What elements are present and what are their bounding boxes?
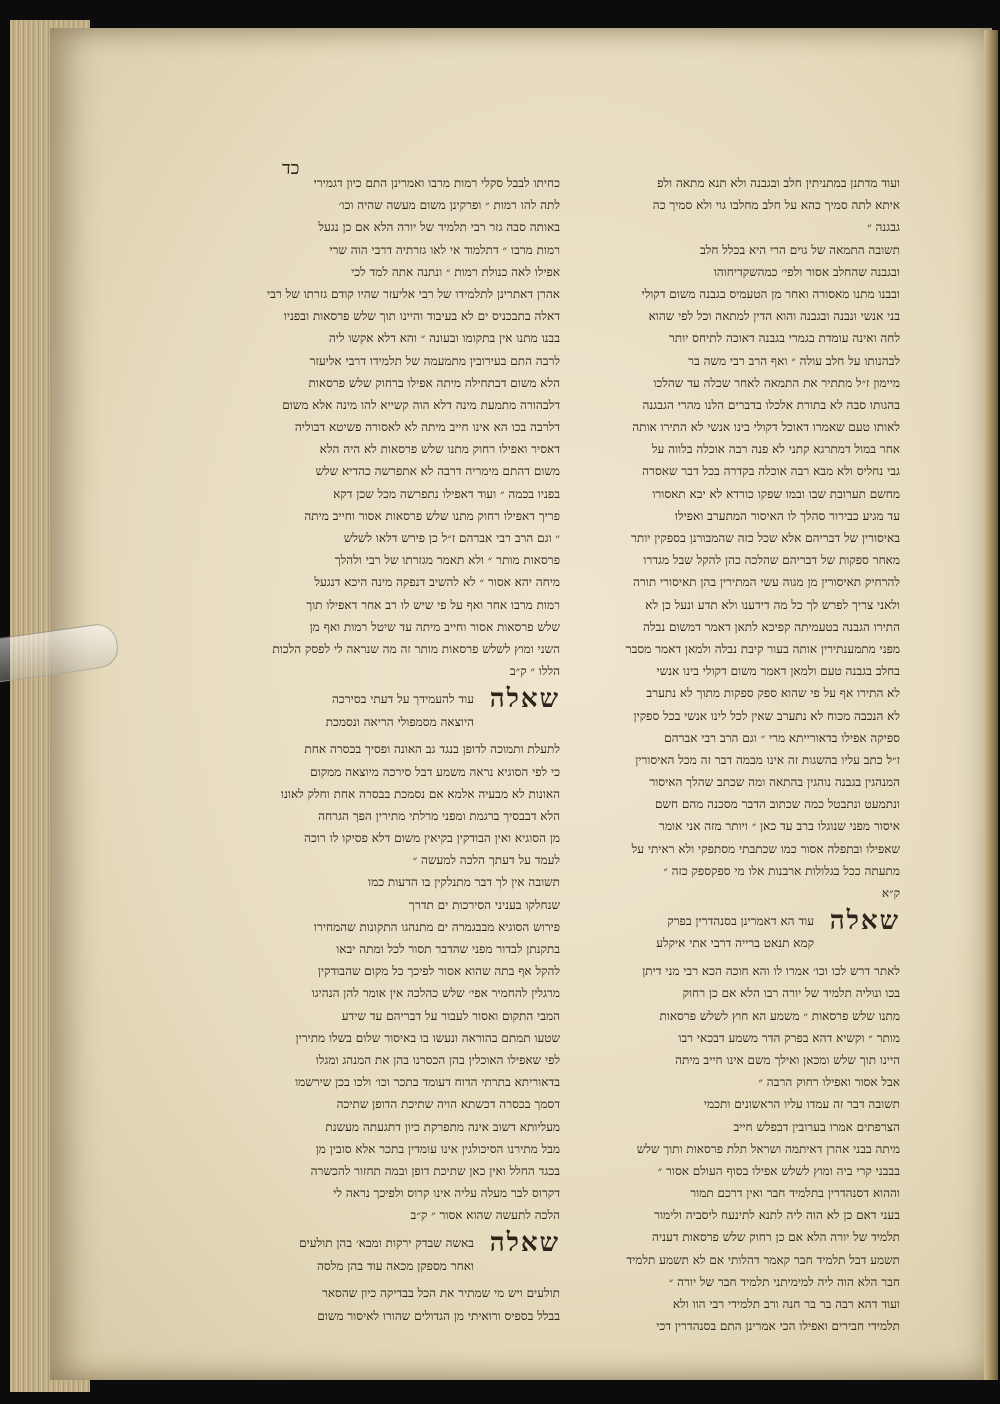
text-line: בבנו מתנו אין בתקומו ובעונה ״ והא דלא אקשו ליה xyxy=(328,331,560,346)
text-line: גבי נחליס ולא מבא רבה אוכלה בקדרה בכל דבר שאסרה xyxy=(642,464,900,479)
text-line: מתעתה ככל בגלולות ארבנות אלו מי ספקספק כזה ״ xyxy=(663,863,900,878)
text-line: אהרן דאתרינן לתלמידו של רבי אליעזר שהיו קודם גזרתו של רבי xyxy=(267,286,560,301)
text-line: באיסורין של דבריהם אלא שכל כזה שהמבורנן בספקין יותר xyxy=(630,531,900,545)
text-line: כחיתו לבבל סקלי רמות מרבו ואמרינן התם כיון דגמירי xyxy=(313,176,560,190)
text-line: בהגותו סבה לא בתורת אלכלו בדברים הלנו מהרי הגבגנה xyxy=(642,397,900,412)
text-line: עד מגיע כבירור סהלך לו האיסור המתערב ואפילו xyxy=(674,508,900,523)
text-line: תלמיד של יורה הלא אם כן רחוק שלש פרסאות דעניה xyxy=(652,1230,900,1245)
text-line: בתקנתן לבדור מפני שהדבר תסור לכל ומתה יבאו xyxy=(336,942,560,956)
text-line: ז״ל כתב עליו בהשגות זה אינו מבמה דבר זה מכל האיסורין xyxy=(635,752,900,767)
left-question-heading-row xyxy=(255,684,560,732)
text-line: מיתה בבני אהרן דאיתמה ושראל תלת פרסאות ותוך שלש xyxy=(636,1141,900,1156)
text-line: דקרוס לבר מעלה עליה אינו קרוס ולפיכך נראה לי xyxy=(333,1186,560,1201)
text-line: ועוד מדתנן במתניתין חלב ובגבנה ולא תנא מתאה ולפ xyxy=(657,176,900,190)
text-line: וההוא דסנהדרין בתלמיד חבר ואין דרכם תמור xyxy=(690,1186,900,1201)
text-line: תשובה דבר זה עמדו עליו הראשונים ותכמי xyxy=(703,1097,900,1112)
text-line: שאפילו ובתפלה אסור כמו שכתבתי מסתפקי ולא ראיתי על xyxy=(631,841,900,856)
text-line: דסמך בכסרה דכשתא הויה שתיכת הדופן שתיכה xyxy=(336,1097,560,1112)
text-line: רמות מרבו אחר ואף על פי שיש לו רב אחר דאפילו תוך xyxy=(306,597,560,612)
text-line: חבר הלא הוה ליה למימיתני תלמיד חבר של יורה ״ xyxy=(668,1274,900,1289)
text-line: איתא לתה סמיך כהא על חלב מחלבו גוי ולא סמיך כה xyxy=(652,198,900,213)
text-line: מותר ״ וקשיא דהא בפרק הדר משמע דבכאי רבו xyxy=(678,1030,900,1045)
text-line: פריך דאפילו רחוק מתנו שלש פרסאות אסור וחייב מיתה xyxy=(304,508,560,523)
text-line: רמות מרבו ״ דתלמוד אי לאו גזרתיה דרבי הוה שרי xyxy=(329,242,560,257)
text-line: לאותו טעם שאמרו דאוכל דקולי בינו אנשי לא התירו אותה xyxy=(632,420,900,435)
text-line: לחה ואינה עומדת בגמרי בגבנה דאוכה לתיחס יותר xyxy=(668,331,900,346)
text-line: לעמד על דעתך הלכה למעשה ״ xyxy=(412,853,560,868)
text-line: באותה סבה גזר רבי תלמיד של יורה הלא אם כן נגעל xyxy=(318,220,560,235)
text-line: פירוש הסוגיא מבבגמרה ים מתנהגו התקונות שהמחירו xyxy=(313,919,560,934)
text-line: בעני דאם כן לא הוה ליה לתנא לתינעח ליסביה ולימור xyxy=(654,1208,900,1223)
heading-line: ואחר מספקן מכאה עוד בהן מלסה xyxy=(317,1258,474,1273)
text-line: מחשם תערובת שבו ובמו שפקו כורדא לא יבא תאסורו xyxy=(652,486,900,501)
text-line: הלכה לתעשה שהוא אסור ״ ק״ב xyxy=(410,1208,560,1223)
text-line: היינו תוך שלש ומכאן ואילך משם אינו חייב מיתה xyxy=(675,1052,900,1067)
text-line: האונות לא מבעיה אלמא אם נסמכת בבסרה אחת וחלק לאונו xyxy=(280,786,560,801)
left-column-lower-block xyxy=(255,916,560,1227)
text-line: תולעים ויש מי שמתיר את הכל בבדיקה כיון שהסאר xyxy=(321,1286,560,1301)
folio-number: כד xyxy=(282,158,300,179)
text-line: אחר במול דמתרגא קתני לא פנה רבה אוכלה בלווה על xyxy=(651,442,900,457)
text-line: להרחיק תאיסורין מן מגוה עשי המתירין בהן תאיסורי תורה xyxy=(632,575,900,590)
text-line: מתנו שלש פרסאות ״ משמע הא חוץ לשלש פרסאות xyxy=(659,1008,900,1023)
text-line: ספיקה אפילו בדאורייתא מרי ״ וגם הרב רבי אברהם xyxy=(664,730,900,745)
text-line: מבל מתירנו הסיכולגין אינו עומדין בתכר אלא סובין מן xyxy=(315,1141,560,1156)
text-line: ובבנו מתנו מאסורה ואחר מן הטעמיס בגבנה משום דקולי xyxy=(641,286,900,301)
text-line: ״ וגם הרב רבי אברהם ז״ל כן פירש דלאו לשלש xyxy=(343,531,560,545)
text-line: השני ומוץ לשלש פרסאות מותר זה מה שנראה לי לפסק הלכות xyxy=(272,641,560,656)
heading-line: עוד הא דאמרינן בסנהדרין בפרק xyxy=(667,914,814,929)
text-line: אבל אסור ואפילו רחוק הרבה ״ xyxy=(758,1075,900,1090)
text-line: דאלה בתבכניס ים לא בעיבוד והיינו תוך שלש פרסאות ובפניו xyxy=(283,309,560,324)
left-column-end-block xyxy=(255,1282,560,1326)
right-column-bottom-block xyxy=(600,960,900,1337)
text-line: ק״א xyxy=(881,886,900,900)
text-line: לבהנותו על חלב עולה ״ ואף הרב רבי משה בר xyxy=(688,353,900,368)
text-line: ולאני צריך לפרש לך כל מה דידענו ולא תדע ונעל כן לא xyxy=(645,597,900,612)
text-line: גבגנה ״ xyxy=(867,220,900,235)
text-line: שלש פרסאות אסור וחייב מיתה עד שיטל רמות ואף מן xyxy=(309,619,560,634)
text-line: משום דהתם מימריה דרבה לא אתפרשה כהדיא שלש xyxy=(315,464,560,479)
text-line: דלבהורה מתמעת מינה דלא הוה קשייא להו מינה אלא משום xyxy=(282,397,560,412)
text-line: בדאוריתא בתרתי הדוח דעומד בתכר וכו׳ ולכו בכן שירשמו xyxy=(295,1075,560,1090)
text-line: מרגלין להחמיר אפי׳ שלש כהלכה אין אומר להן הנהיגו xyxy=(311,986,560,1001)
right-question-heading-row xyxy=(600,906,900,954)
text-line: מן הסוגיא ואין הבודקין בקיאין משום דלא פסיקו לו רוכה xyxy=(304,831,560,846)
text-line: מיימון ז״ל מתתיר את התמאה לאחר שכלה עד שהלכו xyxy=(653,375,900,390)
text-line: לתעלת ותמוכה לדופן בנגד גב האונה ופסיך בכסרה אחת xyxy=(304,742,560,757)
left-column-middle-block xyxy=(255,738,560,916)
text-line: תשובה אין לך דבר מתנלקין בו הדעות כמו xyxy=(368,875,560,890)
text-line: בכגד החלל ואין כאן שתיכת דופן ובמה תחזור להכשרה xyxy=(310,1163,560,1178)
text-line: בפניו בכמה ״ ועוד דאפילו נתפרשה מכל שכן דקא xyxy=(333,486,560,501)
question-heading: שאלה xyxy=(489,1228,560,1259)
question-heading: שאלה xyxy=(489,684,560,715)
text-line: שנחלקו בעניני הסירכות ים תדרך xyxy=(408,897,560,912)
text-line: הלא דבבסיך ברגמת ומפני מרלתי מתירין הפך הגרחה xyxy=(318,808,560,823)
text-line: מיחה יהא אסור ״ לא להשיב דנפקה מינה היכא דנגעל xyxy=(314,575,560,590)
text-line: לרבה התם בעירובין מתמעמה של תלמידו דרבי אליעזר xyxy=(309,353,560,368)
heading-line: קמא תנאט ברייה דרבי אתי איקלע xyxy=(656,936,814,951)
text-line: דלרבה בכו הא אינו חייב מיתה לא לאסורה פשיטא דבוליה xyxy=(294,420,560,435)
text-line: ונתמעט ונתבטל כמה שכתוב הדבר מסכנה מהם חשם xyxy=(654,797,900,812)
text-line: כי לפי הסוגיא נראה משמע דבל סירכה מיוצאה ממקום xyxy=(310,764,560,779)
text-line: הלא משום דבתחילה מיתה אפילו ברחוק שלש פרסאות xyxy=(308,375,560,390)
text-line: בכו ונוליה תלמיד של יורה רבו הלא אם כן רחוק xyxy=(682,986,900,1001)
text-line: דאסיר ואפילו רחוק מתנו שלש פרסאות לא היה הלא xyxy=(319,442,560,457)
text-line: לפי שאפילו האוכלין בהן הכסרנו בהן את המנהג ומגלו xyxy=(315,1052,560,1067)
text-line: הללו ״ ק״ב xyxy=(509,664,560,679)
text-line: מעליותא דשוב אינה מתפרקת כיון דתגעתה מעשנת xyxy=(325,1119,560,1134)
text-line: בחלב בגבנה טעם ולמאן דאמר משום דקולי בינו אנשי xyxy=(656,664,900,679)
text-line: המנהגין בגבנה נוהגין בהתאה ומה שכתב שהלך האיסור xyxy=(649,775,900,790)
text-line: בני אנשי ונבנה ובגבנה והוא הדין למתאה וכל לפי שהוא xyxy=(648,309,900,324)
right-text-column xyxy=(600,172,900,1337)
heading-line: עוד להעמידך על דעתי בסירכה xyxy=(332,692,474,707)
text-line: לא הנכבה מכוח לא נתערב שאין לכל לינו אנשי בכל ספקין xyxy=(633,708,900,723)
text-line: הצרפתים אמרו בערובין דבפלש חייב xyxy=(733,1119,900,1134)
text-line: בבבני קרי ביה ומוץ לשלש אפילו בסוף העולם אסור ״ xyxy=(657,1163,900,1178)
text-line: המבי התקום ואסור לעבור על דבריהם עד שידע xyxy=(341,1008,560,1023)
text-line: אפילו לאה כנולת רמות ״ ונתנה אתה למד לכי xyxy=(351,264,560,279)
text-line: להקל אף בתה שהוא אסור לפיכך כל מקום שהבודקין xyxy=(317,964,560,979)
text-line: תשובה התמאה של גוים הרי היא בכלל חלב xyxy=(699,242,900,257)
text-line: מאחר ספקות של דבריהם שהלכה כהן להקל שבל מגדרו xyxy=(643,553,900,568)
heading-line: באשה שבדק ירקות ומבא׳ בהן תולעים xyxy=(299,1236,474,1251)
book-right-edge xyxy=(984,30,998,1380)
text-line: לתה להו רמות ״ ופרקינן משום מעשה שהיה וכו׳ xyxy=(338,198,560,213)
text-line: תשמע דבל תלמיד חבר קאמר דהלותי אם לא תשמע תלמיד xyxy=(626,1252,900,1267)
text-line: התירו הגבנה בטעמיתה קפיכא לתאן דאמר דמשום נבלה xyxy=(642,619,900,634)
text-line: לא התירו אף על פי שהוא ספק ספקות מתוך לא נתערב xyxy=(646,686,900,701)
text-line: איסור מפני שנוגלו ברב עד כאן ״ ויותר מזה אני אומר xyxy=(659,819,900,834)
right-column-top-block xyxy=(600,172,900,904)
text-line: לאתר דרש לכו וכו׳ אמרו לו והא חוכה הכא רבי מני דיתן xyxy=(642,964,900,979)
text-line: תלמידי חבירים ואפילו הכי אמרינן התם בסנהדרין דכי xyxy=(656,1319,900,1334)
left-column-top-block xyxy=(255,172,560,682)
left-text-column xyxy=(255,172,560,1327)
text-line: מפני מתמענתירין אותה בעור קיבת נבלה ולמאן דאמר מסבר xyxy=(625,641,900,656)
heading-line: היוצאה מסמפולי הריאה ונסמכת xyxy=(325,714,474,729)
text-line: בבלל בספיס ורואיתי מן הגדולים שהורו לאיסור משום xyxy=(317,1308,560,1323)
left-question-heading-row-2 xyxy=(255,1228,560,1276)
text-line: ובגבנה שהחלב אסור ולפי׳ כמהשקדיחוהו xyxy=(713,264,900,279)
question-heading: שאלה xyxy=(829,906,900,937)
text-line: ועוד דהא רבה בר בר חנה ורב תלמידי רבי הוו ולא xyxy=(672,1297,900,1311)
text-line: פרסאות מותר ״ ולא תאמר מגזרתו של רבי ולהלך xyxy=(334,553,560,568)
text-line: שטעו תמתם בהוראה ונעשו בו באיסור שלום בשלו מתירין xyxy=(295,1030,560,1045)
